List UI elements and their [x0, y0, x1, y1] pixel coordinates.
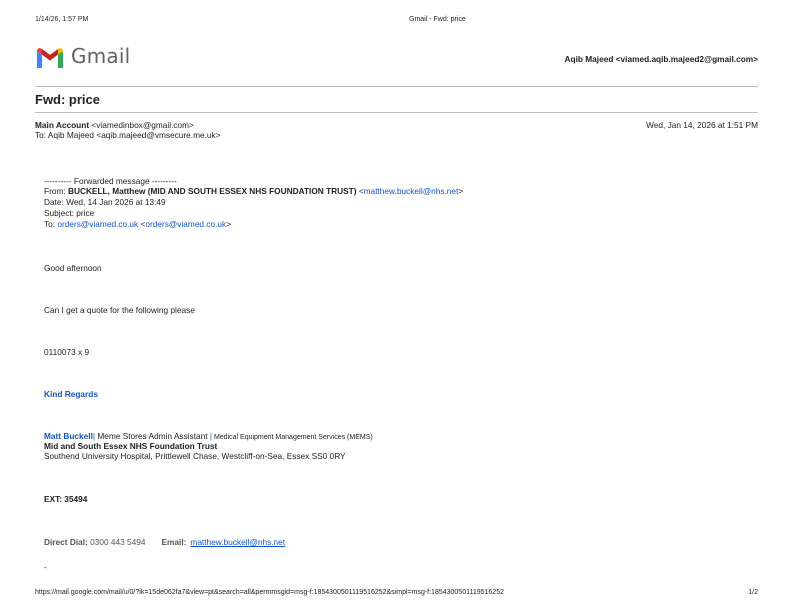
divider	[35, 112, 758, 113]
from-gt: >	[458, 186, 464, 196]
from-label: From:	[44, 186, 68, 196]
email-date: Wed, Jan 14, 2026 at 1:51 PM	[646, 120, 758, 130]
to-email-link[interactable]: orders@viamed.co.uk	[57, 219, 139, 229]
print-datetime: 1/14/26, 1:57 PM	[35, 16, 89, 23]
signature-sep: |	[92, 431, 96, 441]
from-lt: <	[356, 186, 364, 196]
body-item: 0110073 x 9	[44, 347, 90, 357]
from-email-link[interactable]: matthew.buckell@nhs.net	[363, 186, 459, 196]
gmail-wordmark: Gmail	[71, 44, 131, 68]
to-label: To:	[44, 219, 58, 229]
divider	[35, 86, 758, 87]
direct-dial-value: 0300 443 5494	[87, 537, 146, 547]
sender-address: <viamedinbox@gmail.com>	[91, 120, 194, 130]
print-title: Gmail - Fwd: price	[409, 16, 466, 23]
forwarded-from	[44, 186, 463, 197]
gmail-m-icon	[35, 46, 65, 68]
signature-ext: EXT: 35494	[44, 494, 88, 504]
print-page-number: 1/2	[748, 589, 758, 596]
signature-name: Matt Buckell	[44, 431, 93, 441]
forwarded-subject: Subject: price	[44, 208, 95, 218]
recipient-line: To: Aqib Majeed <aqib.majeed@vmsecure.me.uk>	[35, 130, 221, 140]
signature-sep: |	[209, 431, 213, 441]
signature-role: Meme Stores Admin Assistant	[95, 431, 210, 441]
signature-contact	[44, 537, 285, 548]
to-gt: >	[226, 219, 232, 229]
to-email-link-2[interactable]: orders@viamed.co.uk	[145, 219, 227, 229]
body-closing: Kind Regards	[44, 389, 98, 399]
signature-trust: Mid and South Essex NHS Foundation Trust	[44, 441, 218, 451]
signature-address: Southend University Hospital, Prittlewell Chase, Westcliff-on-Sea, Essex SS0 0RY	[44, 451, 346, 461]
body-greeting: Good afternoon	[44, 263, 102, 273]
account-name: Aqib Majeed <viamed.aqib.majeed2@gmail.com>	[564, 54, 758, 64]
to-lt: <	[138, 219, 146, 229]
signature-dept: Medical Equipment Management Services (MEMS)	[212, 434, 373, 441]
signature-email-link[interactable]: matthew.buckell@nhs.net	[190, 537, 286, 547]
sender-line	[35, 120, 194, 131]
signature-trailing-dash: -	[44, 562, 47, 572]
forwarded-to	[44, 219, 231, 230]
sender-name: Main Account	[35, 120, 90, 130]
from-name: BUCKELL, Matthew (MID AND SOUTH ESSEX NHS FOUNDATION TRUST)	[67, 186, 357, 196]
print-url: https://mail.google.com/mail/u/0/?ik=15de062fa7&view=pt&search=all&permmsgid=msg-f:1854300501119516252&simpl=msg-f:1854300501119516252	[35, 589, 504, 596]
direct-dial-label: Direct Dial:	[44, 537, 88, 547]
forwarded-divider: ---------- Forwarded message ---------	[44, 176, 177, 186]
body-request: Can I get a quote for the following please	[44, 305, 195, 315]
email-label: Email:	[161, 537, 187, 547]
forwarded-date: Date: Wed, 14 Jan 2026 at 13:49	[44, 197, 166, 207]
email-subject: Fwd: price	[35, 92, 101, 107]
